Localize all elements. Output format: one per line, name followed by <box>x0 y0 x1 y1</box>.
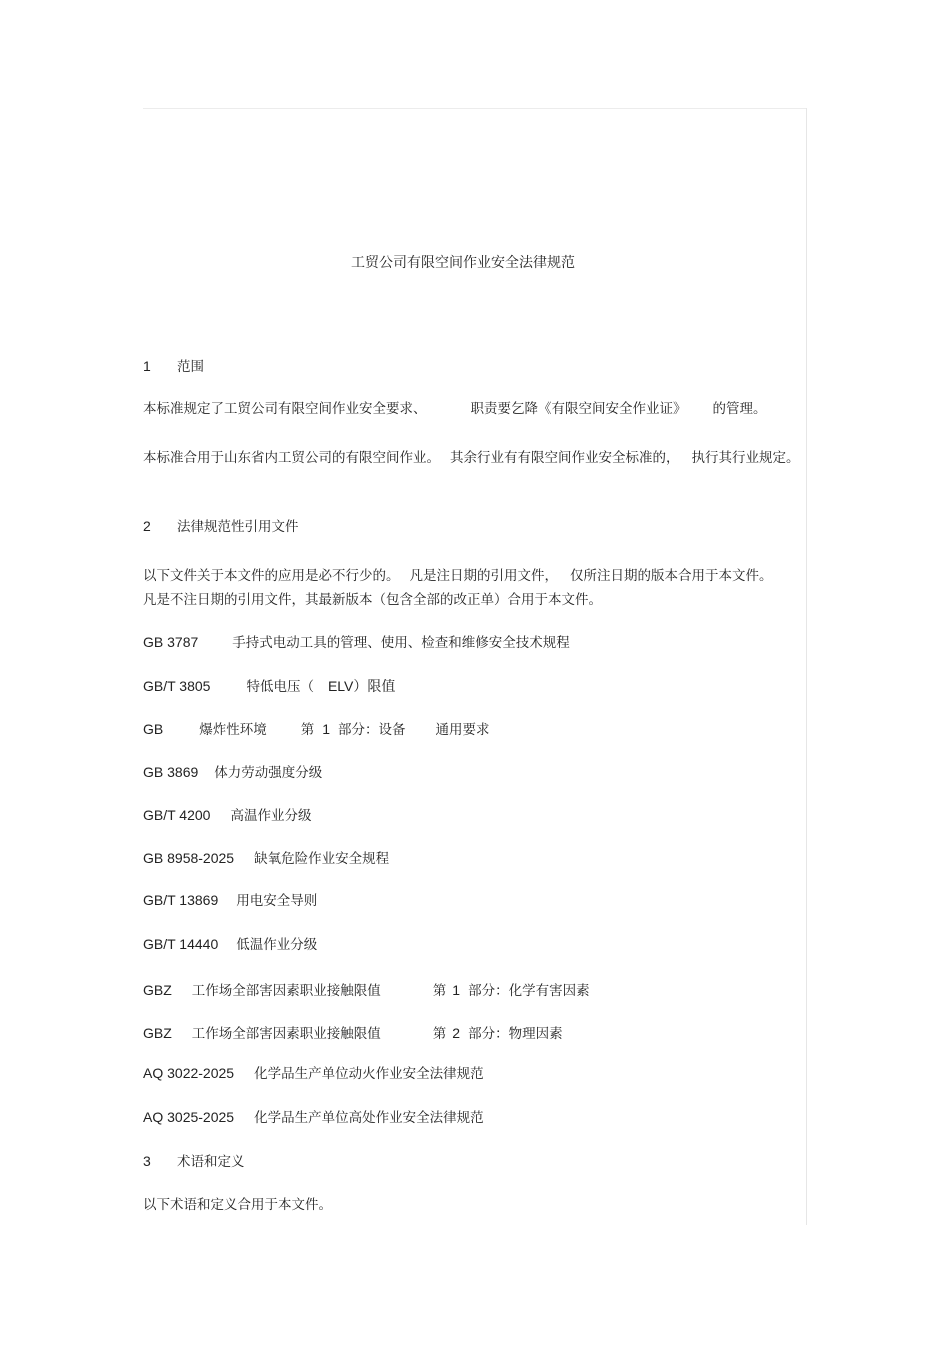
standard-code: GB 3869 <box>143 764 199 780</box>
standard-code: GB/T 14440 <box>143 936 219 952</box>
standard-title: 化学品生产单位动火作业安全法律规范 <box>254 1066 484 1082</box>
document-title: 工贸公司有限空间作业安全法律规范 <box>351 255 575 271</box>
section-title: 法律规范性引用文件 <box>177 519 299 535</box>
text-run: 以下文件关于本文件的应用是必不行少的。 <box>143 568 400 584</box>
section-3-paragraph: 以下术语和定义合用于本文件。 <box>143 1197 332 1213</box>
section-2-paragraph <box>143 564 783 612</box>
standard-title: 体力劳动强度分级 <box>214 765 323 781</box>
text-run: 其余行业有有限空间作业安全标准的， <box>450 450 680 466</box>
text-run: 的管理。 <box>712 401 767 417</box>
section-number: 2 <box>143 518 151 534</box>
standard-title: 部分：物理因素 <box>468 1026 563 1042</box>
standard-title: 通用要求 <box>435 722 490 738</box>
section-1-paragraph-2 <box>143 446 803 470</box>
reference-item <box>143 932 317 957</box>
standard-code: GBZ <box>143 1025 172 1041</box>
text-run: 仅所注日期的版本合用于本文件。凡是不注日期的引用文件，其最新版本（包含全部的改正单）合用于本文件。 <box>143 568 773 608</box>
text-run: 本标准规定了工贸公司有限空间作业安全要求、 <box>143 401 427 417</box>
standard-title: 特低电压（ <box>246 679 314 695</box>
reference-item <box>143 717 490 742</box>
standard-title: 用电安全导则 <box>236 893 318 909</box>
reference-item <box>143 1021 563 1046</box>
standard-code: GB/T 3805 <box>143 678 211 694</box>
section-3-heading <box>143 1149 245 1174</box>
standard-title: ELV）限值 <box>327 678 396 694</box>
standard-code: GB 3787 <box>143 634 199 650</box>
section-number: 3 <box>143 1153 151 1169</box>
reference-item <box>143 1105 484 1130</box>
section-2-heading <box>143 514 299 539</box>
standard-title: 1 <box>452 982 461 998</box>
reference-item <box>143 846 389 871</box>
text-run: 本标准合用于山东省内工贸公司的有限空间作业。 <box>143 450 440 466</box>
reference-item <box>143 760 322 785</box>
page-border-top <box>143 108 807 109</box>
text-run: 职责要乞降《有限空间安全作业证》 <box>470 401 687 417</box>
standard-title: 高温作业分级 <box>230 808 312 824</box>
standard-code: GB/T 4200 <box>143 807 211 823</box>
standard-title: 缺氧危险作业安全规程 <box>254 851 390 867</box>
section-title: 范围 <box>177 359 204 375</box>
standard-title: 爆炸性环境 <box>199 722 267 738</box>
section-1-heading <box>143 354 204 379</box>
standard-title: 部分：化学有害因素 <box>468 983 590 999</box>
standard-code: AQ 3025-2025 <box>143 1109 235 1125</box>
standard-title: 工作场全部害因素职业接触限值 <box>191 1026 381 1042</box>
section-number: 1 <box>143 358 151 374</box>
standard-title: 工作场全部害因素职业接触限值 <box>191 983 381 999</box>
standard-title: 2 <box>452 1025 461 1041</box>
reference-item <box>143 630 570 655</box>
standard-code: GB 8958-2025 <box>143 850 235 866</box>
standard-title: 化学品生产单位高处作业安全法律规范 <box>254 1110 484 1126</box>
standard-title: 低温作业分级 <box>236 937 318 953</box>
page-border-right <box>806 108 807 1225</box>
standard-code: GBZ <box>143 982 172 998</box>
reference-item <box>143 888 317 913</box>
reference-item <box>143 1061 484 1086</box>
text-run: 执行其行业规定。 <box>691 450 800 466</box>
standard-title: 第 <box>300 722 315 738</box>
standard-title: 部分：设备 <box>338 722 406 738</box>
reference-item <box>143 803 311 828</box>
section-1-paragraph-1 <box>143 397 767 421</box>
text-run: 凡是注日期的引用文件， <box>409 568 558 584</box>
standard-title: 手持式电动工具的管理、使用、检查和维修安全技术规程 <box>232 635 570 651</box>
standard-code: GB/T 13869 <box>143 892 219 908</box>
standard-title: 第 <box>432 1026 447 1042</box>
section-title: 术语和定义 <box>177 1154 245 1170</box>
reference-item <box>143 674 395 699</box>
standard-title: 第 <box>432 983 447 999</box>
reference-item <box>143 978 590 1003</box>
standard-code: GB <box>143 721 164 737</box>
standard-code: AQ 3022-2025 <box>143 1065 235 1081</box>
standard-title: 1 <box>322 721 331 737</box>
